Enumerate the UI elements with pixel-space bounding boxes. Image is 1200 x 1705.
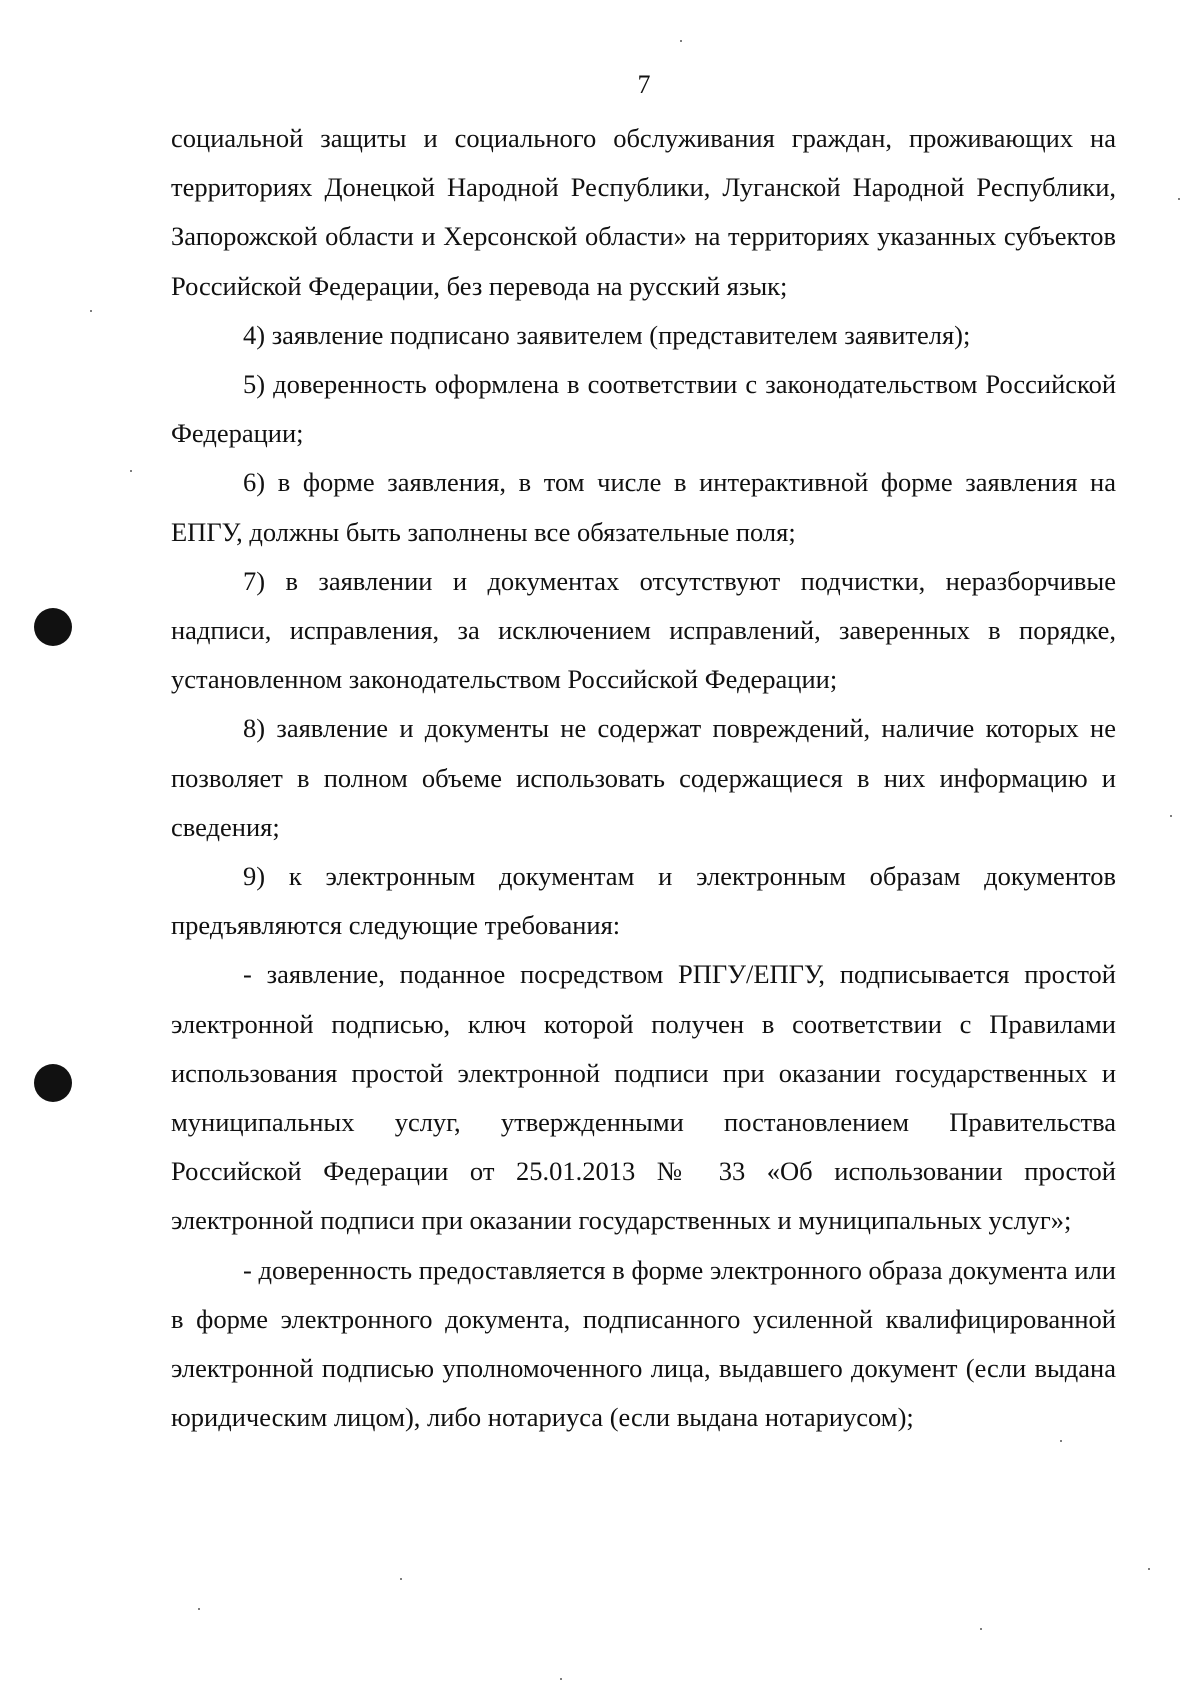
scan-speck	[560, 1678, 562, 1680]
scan-speck	[400, 1578, 402, 1580]
scan-speck	[198, 1608, 200, 1610]
paragraph-item-7: 7) в заявлении и документах отсутствуют подчистки, неразборчивые надписи, исправления, за исключением исправлений, заверенных в порядке, установленном законодательством Российской Федерации;	[171, 565, 1116, 695]
scan-speck	[680, 40, 682, 42]
scan-speck	[1170, 815, 1172, 817]
scan-speck	[1178, 198, 1180, 200]
scan-speck	[980, 1628, 982, 1630]
paragraph-item-9: 9) к электронным документам и электронным образам документов предъявляются следующие требования:	[171, 861, 1116, 941]
scan-speck	[1148, 1568, 1150, 1570]
scan-speck	[1060, 1440, 1062, 1442]
page-number: 7	[637, 70, 651, 99]
paragraph-bullet-power-of-attorney: - доверенность предоставляется в форме электронного образа документа или в форме электронного документа, подписанного усиленной квалифицированной электронной подписью уполномоченного лица, выдавшего документ (если выдана юридическим лицом), либо нотариуса (если выдана нотариусом);	[171, 1254, 1116, 1433]
paragraph-item-6: 6) в форме заявления, в том числе в интерактивной форме заявления на ЕПГУ, должны быть заполнены все обязательные поля;	[171, 467, 1116, 547]
punch-hole-mark	[34, 608, 72, 646]
scan-speck	[90, 310, 92, 312]
paragraph-continuation: социальной защиты и социального обслуживания граждан, проживающих на территориях Донецкой Народной Республики, Луганской Народной Республики, Запорожской области и Херсонской области» на территориях указанных субъектов Российской Федерации, без перевода на русский язык;	[171, 123, 1116, 301]
paragraph-item-4: 4) заявление подписано заявителем (представителем заявителя);	[243, 319, 971, 350]
paragraph-item-8: 8) заявление и документы не содержат повреждений, наличие которых не позволяет в полном объеме использовать содержащиеся в них информацию и сведения;	[171, 713, 1116, 842]
punch-hole-mark	[34, 1064, 72, 1102]
paragraph-item-5: 5) доверенность оформлена в соответствии с законодательством Российской Федерации;	[171, 369, 1116, 449]
document-body	[171, 114, 1116, 1442]
paragraph-bullet-application: - заявление, поданное посредством РПГУ/ЕПГУ, подписывается простой электронной подписью, ключ которой получен в соответствии с Правилами использования простой электронной подписи при оказании государственных и муниципальных услуг, утвержденными постановлением Правительства Российской Федерации от 25.01.2013 № 33 «Об использовании простой электронной подписи при оказании государственных и муниципальных услуг»;	[171, 959, 1116, 1236]
scan-speck	[130, 470, 132, 472]
